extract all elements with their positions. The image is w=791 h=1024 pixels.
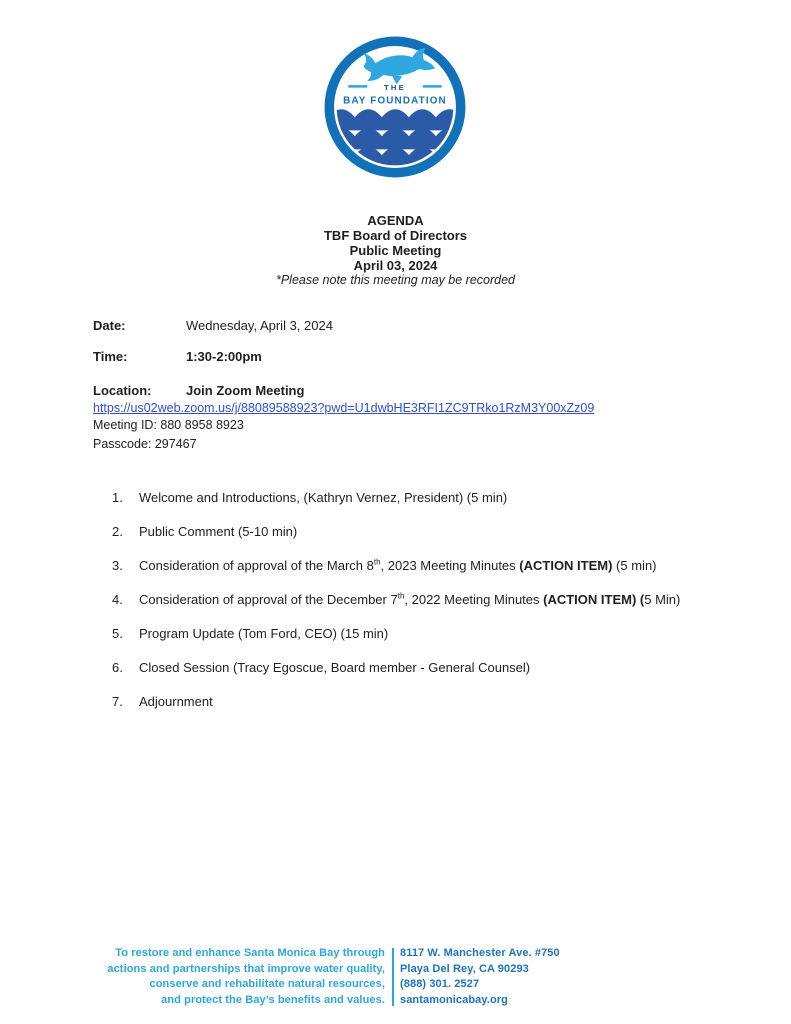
agenda-item-1 — [112, 490, 697, 505]
zoom-meeting-link[interactable]: https://us02web.zoom.us/j/88089588923?pwd=U1dwbHE3RFI1ZC9TRko1RzM3Y00xZz09 — [93, 401, 595, 415]
bay-foundation-logo-svg — [322, 34, 468, 180]
meeting-details — [93, 318, 705, 452]
action-item-flag: (ACTION ITEM) ( — [543, 592, 645, 607]
agenda-item-3 — [112, 558, 697, 573]
logo-the-label: THE — [384, 83, 406, 93]
document-header — [0, 213, 791, 288]
address-phone: (888) 301. 2527 — [400, 978, 480, 990]
agenda-item-2 — [112, 524, 697, 539]
agenda-item-number: 7. — [112, 694, 123, 709]
agenda-item-text: Closed Session (Tracy Egoscue, Board member - General Counsel) — [139, 660, 531, 675]
meeting-id: Meeting ID: 880 8958 8923 — [93, 418, 244, 432]
agenda-item-text: Public Comment (5-10 min) — [139, 524, 298, 539]
time-row — [93, 349, 705, 364]
mission-line: conserve and rehabilitate natural resources, — [149, 978, 385, 990]
agenda-item-text: Consideration of approval of the December 7th, 2022 Meeting Minutes (ACTION ITEM) (5 Min) — [139, 591, 681, 607]
the-right-dash — [423, 85, 442, 88]
agenda-item-6 — [112, 660, 697, 675]
agenda-item-number: 4. — [112, 592, 123, 607]
mission-line: actions and partnerships that improve water quality, — [107, 962, 385, 975]
header-subtitle-board: TBF Board of Directors — [323, 228, 467, 243]
agenda-list — [112, 490, 697, 728]
agenda-item-text: Program Update (Tom Ford, CEO) (15 min) — [139, 626, 389, 641]
bay-foundation-logo — [322, 34, 468, 180]
agenda-item-text: Adjournment — [139, 694, 213, 709]
header-subtitle-meeting: Public Meeting — [349, 243, 442, 258]
agenda-item-4 — [112, 592, 697, 607]
footer-divider — [392, 948, 394, 1006]
address-city: Playa Del Rey, CA 90293 — [400, 962, 529, 975]
time-label: Time: — [93, 349, 128, 364]
date-value: Wednesday, April 3, 2024 — [186, 318, 333, 333]
footer-mission-statement — [93, 946, 385, 1008]
footer-address-block — [400, 946, 560, 1008]
agenda-item-number: 2. — [112, 524, 123, 539]
time-value: 1:30-2:00pm — [186, 349, 262, 364]
location-row — [93, 383, 705, 398]
location-value: Join Zoom Meeting — [186, 383, 305, 398]
action-item-flag: (ACTION ITEM) — [519, 558, 613, 573]
document-footer — [93, 946, 713, 1008]
header-recording-note: *Please note this meeting may be recorded — [275, 273, 516, 287]
agenda-item-number: 6. — [112, 660, 123, 675]
agenda-item-number: 5. — [112, 626, 123, 641]
agenda-item-7 — [112, 694, 697, 709]
passcode: Passcode: 297467 — [93, 436, 197, 451]
agenda-item-text: Welcome and Introductions, (Kathryn Vernez, President) (5 min) — [139, 490, 508, 505]
the-left-dash — [348, 85, 367, 88]
date-label: Date: — [93, 318, 126, 333]
address-street: 8117 W. Manchester Ave. #750 — [400, 947, 560, 959]
page-title: AGENDA — [367, 213, 424, 228]
agenda-item-number: 1. — [112, 490, 123, 505]
agenda-item-number: 3. — [112, 558, 123, 573]
address-website: santamonicabay.org — [400, 993, 508, 1006]
mission-line: and protect the Bay’s benefits and values. — [161, 993, 385, 1006]
header-date: April 03, 2024 — [353, 258, 438, 273]
date-row — [93, 318, 705, 333]
agenda-item-text: Consideration of approval of the March 8th, 2023 Meeting Minutes (ACTION ITEM) (5 min) — [139, 557, 657, 573]
logo-name-label: BAY FOUNDATION — [343, 95, 447, 107]
agenda-item-5 — [112, 626, 697, 641]
location-label: Location: — [93, 383, 152, 398]
mission-line: To restore and enhance Santa Monica Bay through — [115, 947, 385, 959]
